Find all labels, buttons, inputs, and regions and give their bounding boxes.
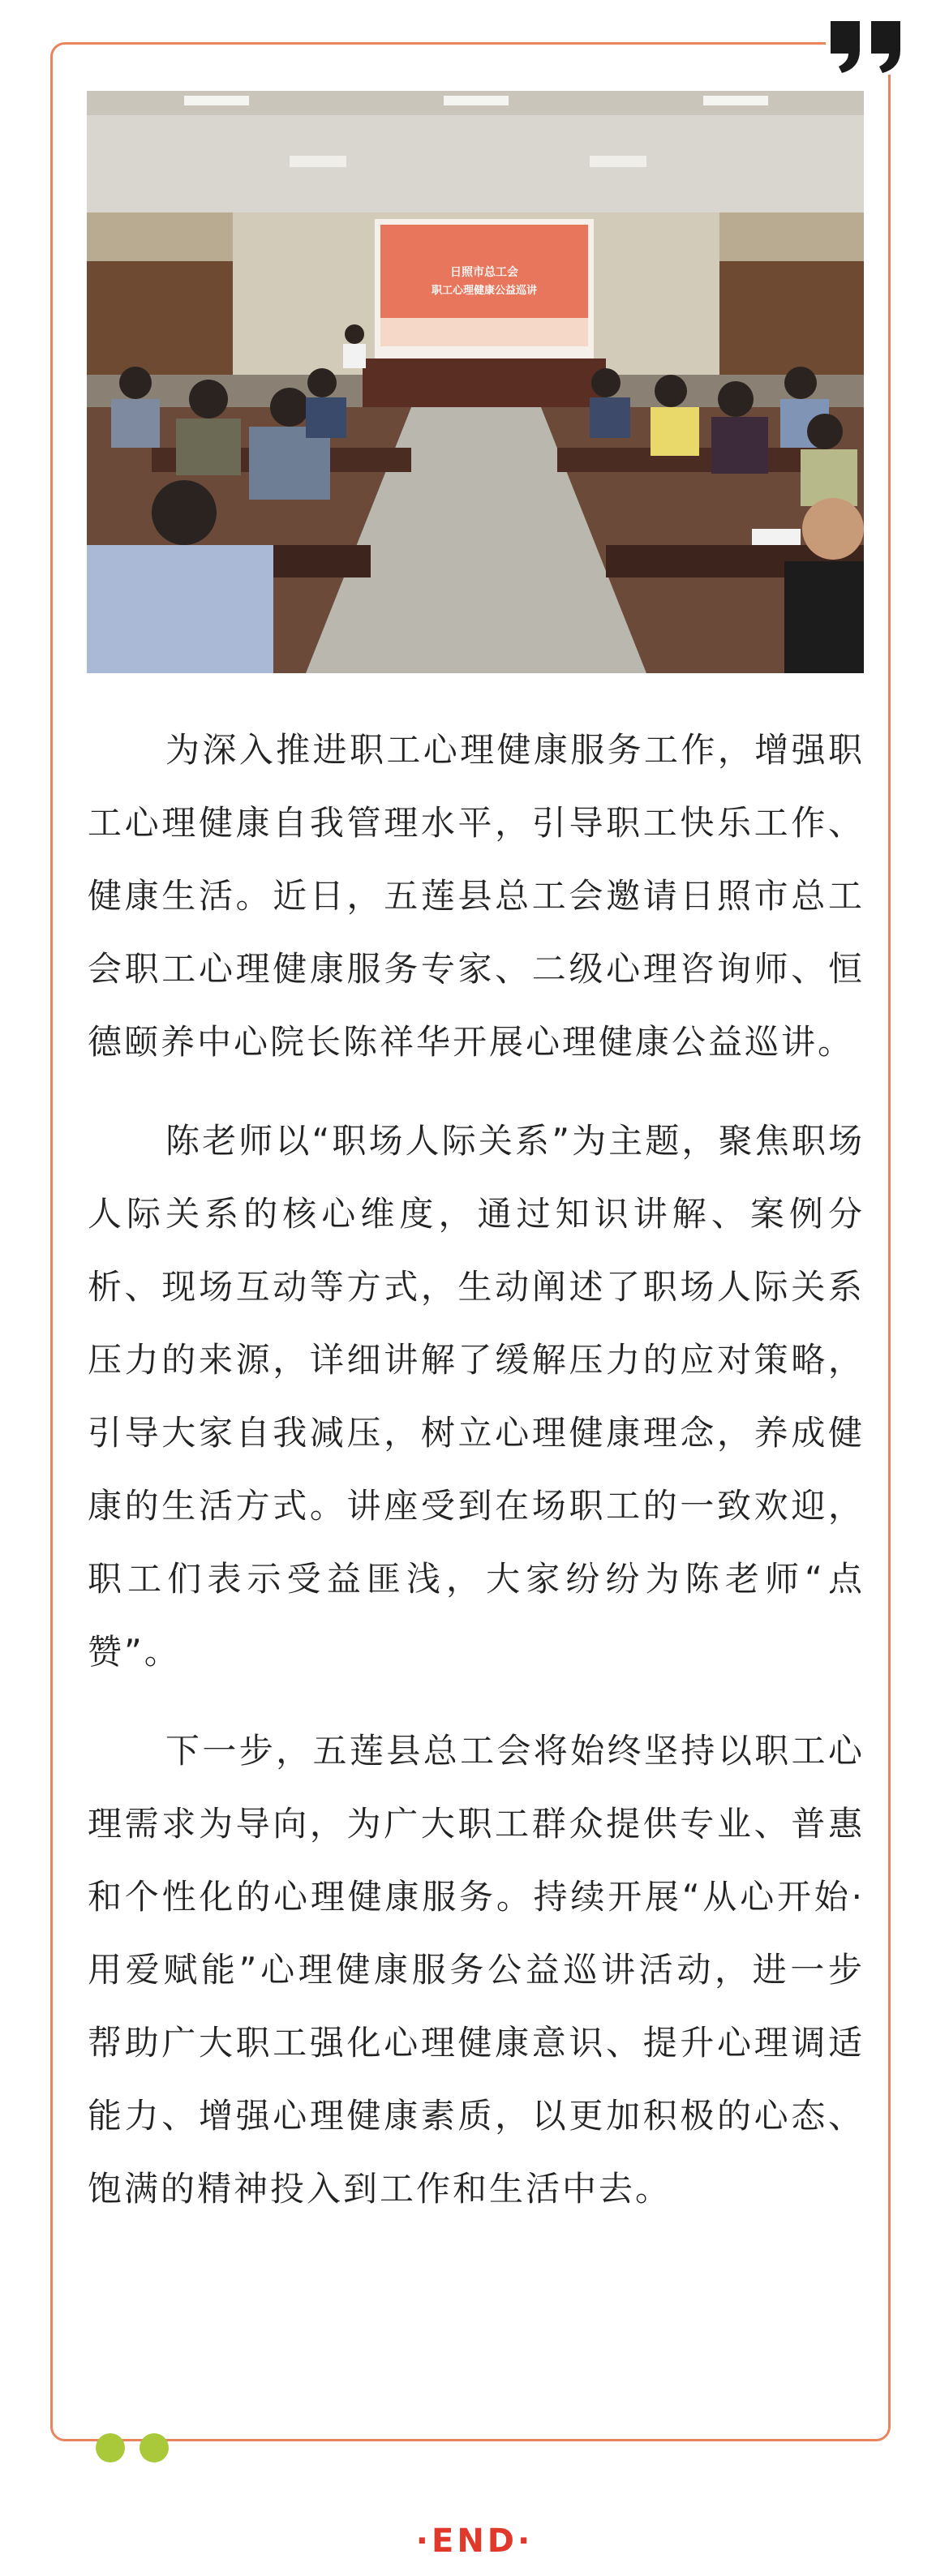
quote-mark-icon	[826, 16, 907, 75]
dot-icon	[96, 2433, 125, 2462]
screen-title-line1: 日照市总工会	[450, 266, 518, 279]
dot-icon	[140, 2433, 169, 2462]
lecture-photo	[87, 91, 864, 673]
paragraph-2: 陈老师以“职场人际关系”为主题，聚焦职场人际关系的核心维度，通过知识讲解、案例分析、现场互动等方式，生动阐述了职场人际关系压力的来源，详细讲解了缓解压力的应对策略，引导大家自我减压，树立心理健康理念，养成健康的生活方式。讲座受到在场职工的一致欢迎，职工们表示受益匪浅，大家纷纷为陈老师“点赞”。	[88, 1121, 865, 1672]
decorative-dots	[96, 2433, 185, 2464]
paragraph-1: 为深入推进职工心理健康服务工作，增强职工心理健康自我管理水平，引导职工快乐工作、健康生活。近日，五莲县总工会邀请日照市总工会职工心理健康服务专家、二级心理咨询师、恒德颐养中心院长陈祥华开展心理健康公益巡讲。	[88, 730, 865, 1062]
paragraph-3: 下一步，五莲县总工会将始终坚持以职工心理需求为导向，为广大职工群众提供专业、普惠和个性化的心理健康服务。持续开展“从心开始·用爱赋能”心理健康服务公益巡讲活动，进一步帮助广大职工强化心理健康意识、提升心理调适能力、增强心理健康素质，以更加积极的心态、饱满的精神投入到工作和生活中去。	[88, 1731, 865, 2209]
screen-title-line2: 职工心理健康公益巡讲	[431, 285, 538, 297]
end-marker: ·END·	[415, 2522, 534, 2560]
article-body	[88, 714, 865, 2252]
